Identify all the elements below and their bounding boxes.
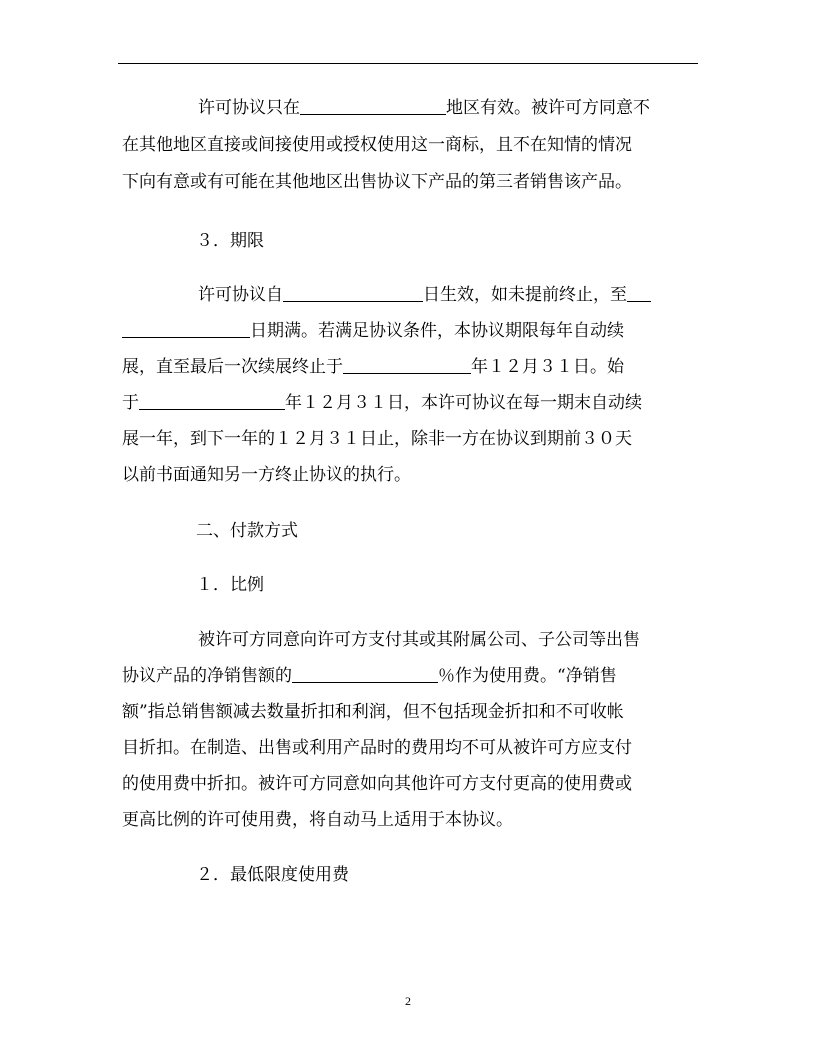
text: 协议产品的净销售额的 bbox=[122, 666, 292, 686]
paragraph-term-line-4 bbox=[122, 390, 682, 416]
blank-underline bbox=[139, 390, 285, 410]
blank-underline bbox=[343, 354, 471, 374]
paragraph-territory-line-3: 下向有意或有可能在其他地区出售协议下产品的第三者销售该产品。 bbox=[122, 172, 632, 192]
paragraph-territory-line-2: 在其他地区直接或间接使用或授权使用这一商标，且不在知情的情况 bbox=[122, 135, 632, 155]
page-number: 2 bbox=[405, 994, 411, 1008]
text: 于 bbox=[122, 393, 139, 413]
blank-underline bbox=[300, 95, 446, 115]
text: 日期满。若满足协议条件，本协议期限每年自动续 bbox=[250, 321, 624, 341]
paragraph-term-line-6: 以前书面通知另一方终止协议的执行。 bbox=[122, 465, 411, 485]
blank-underline bbox=[627, 282, 651, 302]
paragraph-term-line-2 bbox=[122, 318, 682, 344]
heading-term: ３．期限 bbox=[196, 231, 264, 251]
blank-underline bbox=[292, 663, 438, 683]
paragraph-term-line-5: 展一年，到下一年的１２月３１日止，除非一方在协议到期前３０天 bbox=[122, 429, 632, 449]
text: 许可协议只在 bbox=[198, 98, 300, 118]
paragraph-territory-line-1 bbox=[122, 95, 682, 121]
blank-underline bbox=[283, 282, 423, 302]
text: 年１２月３１日，本许可协议在每一期末自动续 bbox=[285, 393, 642, 413]
heading-ratio: １．比例 bbox=[196, 575, 264, 595]
text: ％作为使用费。“净销售 bbox=[438, 666, 617, 686]
text: 日生效，如未提前终止，至 bbox=[423, 285, 627, 305]
text: 地区有效。被许可方同意不 bbox=[446, 98, 650, 118]
heading-minimum-royalty: ２．最低限度使用费 bbox=[196, 865, 349, 885]
heading-payment: 二、付款方式 bbox=[196, 521, 298, 541]
blank-underline bbox=[122, 318, 250, 338]
paragraph-term-line-3 bbox=[122, 354, 682, 380]
text: 展，直至最后一次续展终止于 bbox=[122, 357, 343, 377]
paragraph-ratio-line-5: 的使用费中折扣。被许可方同意如向其他许可方支付更高的使用费或 bbox=[122, 774, 632, 794]
text: 年１２月３１日。始 bbox=[471, 357, 624, 377]
text: 许可协议自 bbox=[198, 285, 283, 305]
paragraph-ratio-line-6: 更高比例的许可使用费，将自动马上适用于本协议。 bbox=[122, 810, 513, 830]
paragraph-ratio-line-3: 额”指总销售额减去数量折扣和利润，但不包括现金折扣和不可收帐 bbox=[122, 702, 624, 722]
paragraph-ratio-line-2 bbox=[122, 663, 682, 689]
paragraph-term-line-1 bbox=[122, 282, 682, 308]
header-rule bbox=[118, 63, 698, 64]
paragraph-ratio-line-4: 目折扣。在制造、出售或利用产品时的费用均不可从被许可方应支付 bbox=[122, 738, 632, 758]
paragraph-ratio-line-1: 被许可方同意向许可方支付其或其附属公司、子公司等出售 bbox=[198, 630, 640, 650]
